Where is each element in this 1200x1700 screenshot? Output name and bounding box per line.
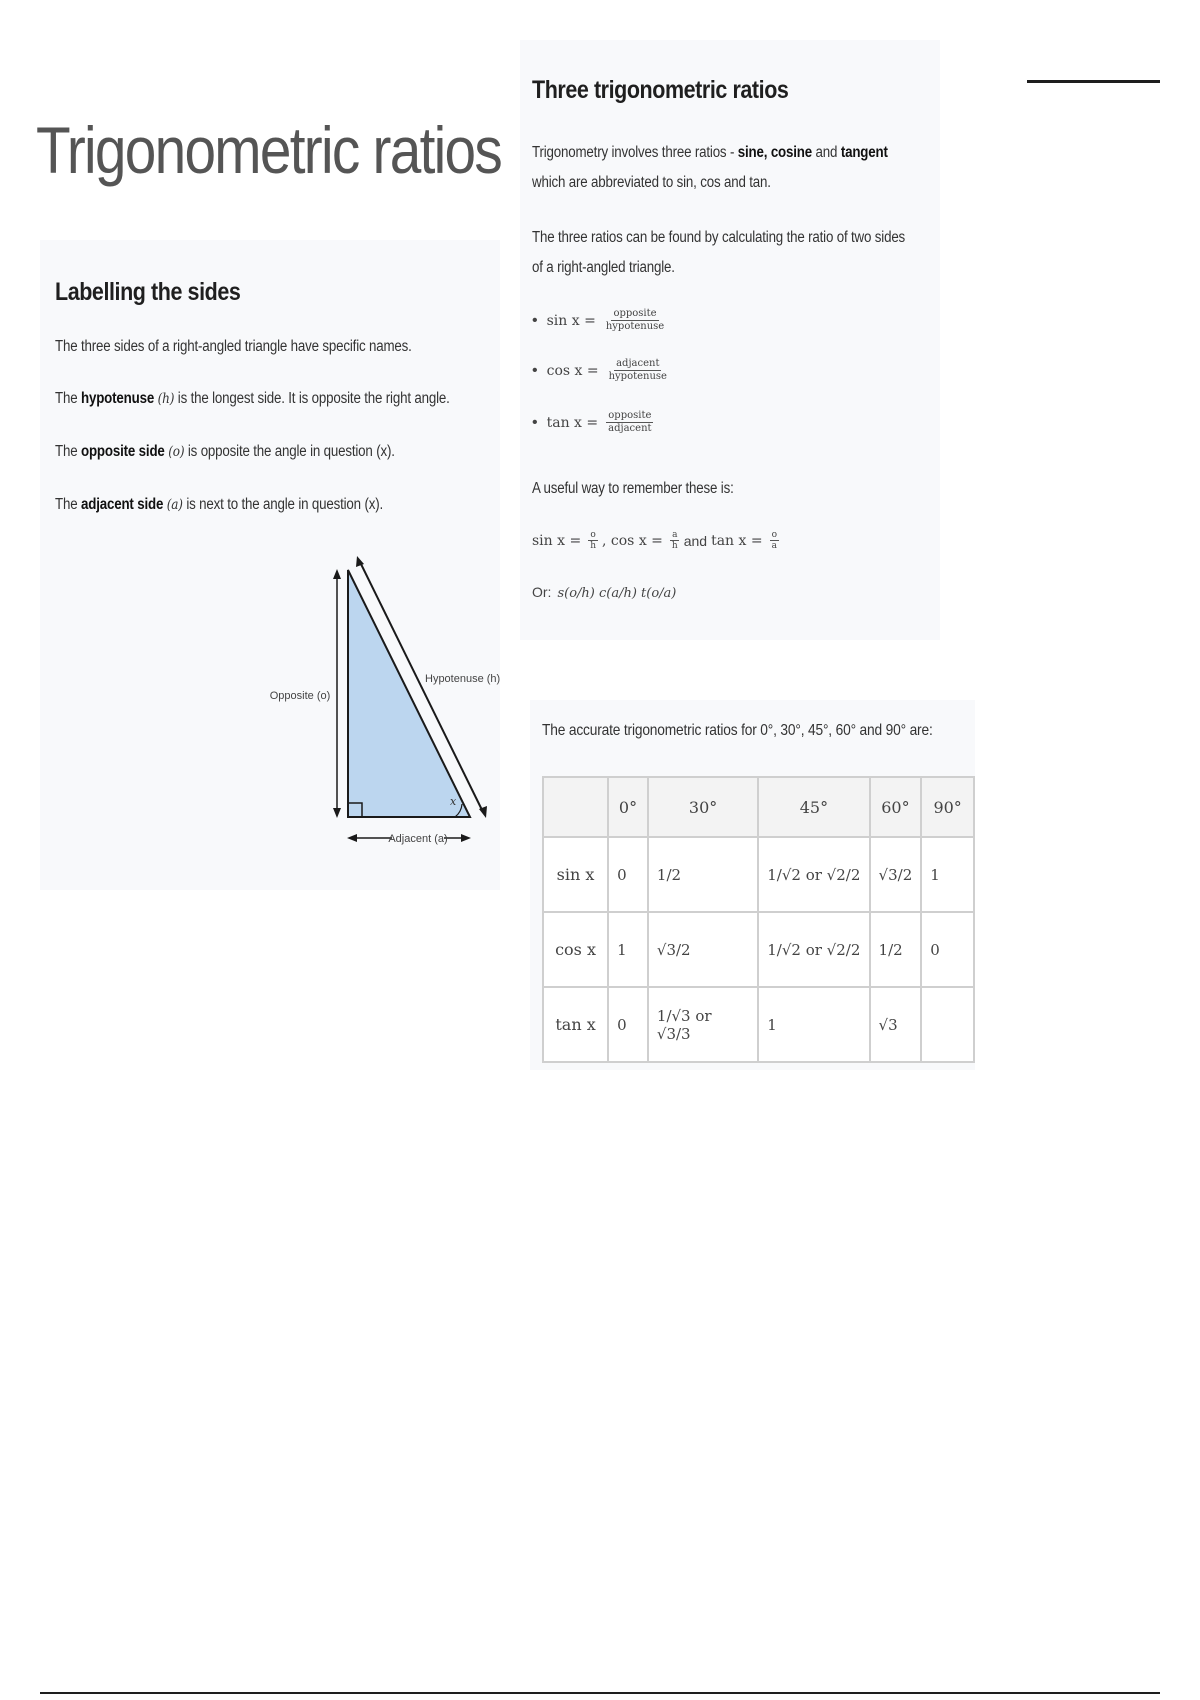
formula-lhs: tan x = [546,414,599,431]
triangle-shape [348,570,470,817]
variable: (a) [166,497,183,513]
numerator: opposite [608,410,652,421]
numerator: o [771,530,777,540]
formula-lhs: cos x = [546,362,599,379]
header-cell: 45° [758,777,869,837]
bottom-rule [40,1692,1160,1694]
fraction [604,308,666,333]
tan-lhs: tan x = [711,532,763,549]
text: Trigonometry involves three ratios - [532,144,738,161]
arrowhead [461,834,471,842]
bullet: • [532,361,538,379]
sin-lhs: sin x = [532,532,582,549]
trig-ratio-table [542,776,975,1063]
arrowhead [333,569,341,579]
angle-label: x [450,795,457,808]
table-cell: 1/2 [870,912,922,987]
numerator: o [590,530,596,540]
labelling-panel [40,240,500,890]
opposite-term: opposite side [80,443,165,460]
or-mnemonic [532,584,676,601]
hypotenuse-definition [55,390,450,408]
table-cell: 1/√3 or √3/3 [648,987,758,1062]
table-cell: 1/2 [648,837,758,912]
labelling-heading: Labelling the sides [55,278,241,306]
tangent-term: tangent [840,144,888,161]
table-cell: 1/√2 or √2/2 [758,912,869,987]
opposite-label: Opposite (o) [270,690,331,702]
adjacent-term: adjacent side [80,496,164,513]
text: The [55,390,81,407]
ratios-heading: Three trigonometric ratios [532,76,789,104]
numerator: adjacent [616,358,660,369]
text: is next to the angle in question (x). [182,496,384,513]
row-label: cos x [543,912,608,987]
table-row [543,987,974,1062]
ratios-panel [520,40,940,640]
text: The [55,443,81,460]
ratios-explanation: The three ratios can be found by calculating the ratio of two sides of a right-angled triangle. [532,229,906,276]
sin-formula [532,308,666,333]
short-mnemonic: s(o/h) c(a/h) t(o/a) [557,586,677,601]
table-cell: 1/√2 or √2/2 [758,837,869,912]
denominator: h [671,541,678,551]
fraction [606,410,653,435]
arrowhead [356,556,364,567]
top-rule [1027,80,1160,83]
variable: (o) [168,444,185,460]
denominator: hypotenuse [605,321,665,332]
ratio-table-panel [530,700,975,1070]
labelling-intro: The three sides of a right-angled triangle have specific names. [55,338,412,355]
cos-lhs: , cos x = [602,532,663,549]
table-row [543,912,974,987]
fraction [588,530,598,551]
text: which are abbreviated to sin, cos and tan. [532,174,771,191]
header-cell: 60° [870,777,922,837]
ratios-intro [532,138,919,198]
table-cell: 1 [608,912,648,987]
bullet: • [532,413,538,431]
table-cell: √3/2 [870,837,922,912]
tan-formula [532,410,654,435]
sine-cosine-term: sine, cosine [737,144,813,161]
hypotenuse-term: hypotenuse [80,390,155,407]
denominator: a [771,541,777,551]
arrowhead [333,808,341,818]
header-cell [543,777,608,837]
adjacent-label: Adjacent (a) [388,833,448,845]
mnemonic-formulas [532,530,779,551]
and-word: and [683,532,708,549]
table-cell: 0 [608,837,648,912]
fraction [670,530,680,551]
fraction [770,530,779,551]
adjacent-definition [55,496,383,514]
or-label: Or: [532,584,552,600]
table-cell: √3 [870,987,922,1062]
variable: (h) [157,391,175,407]
table-cell: 0 [608,987,648,1062]
bullet: • [532,311,538,329]
table-row [543,837,974,912]
cos-formula [532,358,669,383]
table-cell [921,987,974,1062]
text: and [812,144,841,161]
table-cell: 1 [921,837,974,912]
opposite-definition [55,443,395,461]
table-cell: √3/2 [648,912,758,987]
text: is the longest side. It is opposite the right angle. [174,390,450,407]
hypotenuse-label: Hypotenuse (h) [425,673,500,685]
row-label: tan x [543,987,608,1062]
row-label: sin x [543,837,608,912]
numerator: opposite [613,308,657,319]
remember-text: A useful way to remember these is: [532,480,734,497]
arrowhead [347,834,357,842]
triangle-diagram [270,555,500,860]
header-cell: 90° [921,777,974,837]
table-header-row [543,777,974,837]
header-cell: 0° [608,777,648,837]
table-cell: 0 [921,912,974,987]
numerator: a [672,530,678,540]
header-cell: 30° [648,777,758,837]
formula-lhs: sin x = [546,312,596,329]
denominator: hypotenuse [608,371,667,382]
text: is opposite the angle in question (x). [184,443,395,460]
page-title: Trigonometric ratios [36,113,502,187]
denominator: adjacent [608,423,652,434]
table-cell: 1 [758,987,869,1062]
text: The [55,496,81,513]
table-caption: The accurate trigonometric ratios for 0°, 30°, 45°, 60° and 90° are: [542,722,933,739]
fraction [607,358,669,383]
denominator: h [590,541,597,551]
